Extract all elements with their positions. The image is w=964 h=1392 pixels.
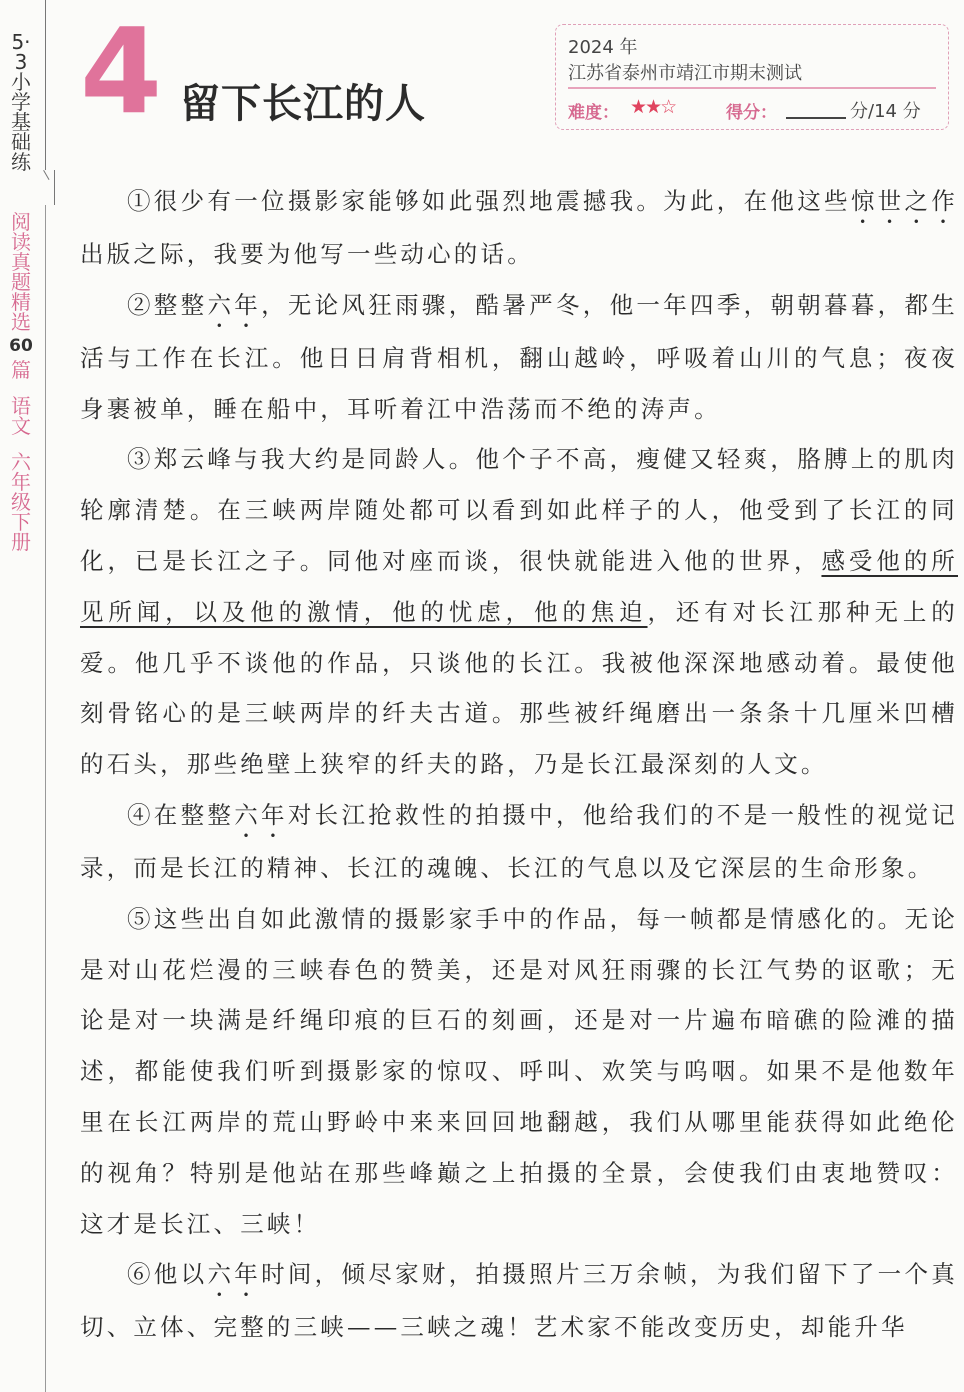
difficulty-stars (630, 96, 675, 118)
star-empty-icon: ☆ (660, 96, 676, 118)
p4-dotted-phrase: 六年 (234, 800, 288, 829)
p3-text-b: ，还有对长江那种无上的爱。他几乎不谈他的作品，只谈他的长江。我被他深深地感动着。最使他刻骨铭心的是三峡两岸的纤夫古道。那些被纤绳磨出一条条十几厘米凹槽的石头，那些绝壁上狭窄的纤夫的路，乃是长江最深刻的人文。 (80, 597, 958, 779)
p1-dotted-phrase: 惊世之作 (850, 187, 958, 215)
lesson-title: 留下长江的人 (180, 81, 426, 127)
spine-subject: 语文 (11, 394, 31, 438)
paragraph-6 (80, 1249, 958, 1353)
spine-count: 60 (9, 336, 33, 356)
paragraph-4 (80, 790, 958, 894)
spine-book-info (8, 212, 34, 552)
difficulty-label: 难度： (568, 103, 619, 123)
score-label: 得分： (726, 103, 777, 123)
spine-divider (45, 0, 46, 170)
p1-text-b: 出版之际，我要为他写一些动心的话。 (80, 240, 534, 268)
p6-dotted-phrase: 六年 (207, 1260, 262, 1289)
spine-notch (44, 170, 55, 205)
book-spine (0, 0, 48, 1392)
p6-text-a: ⑥他以 (127, 1260, 208, 1289)
info-divider (568, 87, 936, 89)
p1-text-a: ①很少有一位摄影家能够如此强烈地震撼我。为此，在他这些 (127, 187, 851, 215)
paragraph-1 (80, 176, 958, 280)
exam-info-box (555, 24, 949, 130)
spine-series: 5·3小学基础练 (11, 30, 31, 174)
paragraph-3 (80, 434, 958, 790)
p3-underlined-sentence: 感受他的所见所闻，以及他的激情，他的忧虑，他的焦迫 (80, 546, 958, 626)
spine-book-title: 阅读真题精选 (11, 210, 31, 334)
source-year: 2024 年 (568, 37, 638, 58)
p4-text-a: ④在整整 (127, 800, 235, 829)
spine-grade: 六年级下册 (11, 450, 31, 554)
p2-dotted-phrase: 六年 (207, 290, 262, 319)
p3-text-a: ③郑云峰与我大约是同龄人。他个子不高，瘦健又轻爽，胳膊上的肌肉轮廓清楚。在三峡两岸随处都可以看到如此样子的人，他受到了长江的同化，已是长江之子。同他对座而谈，很快就能进入他的世界， (80, 445, 958, 575)
score-blank[interactable] (786, 117, 846, 119)
p2-text-a: ②整整 (127, 290, 208, 319)
spine-divider-lower (45, 205, 46, 1392)
p4-text-b: 对长江抢救性的拍摄中，他给我们的不是一般性的视觉记录，而是长江的精神、长江的魂魄、长江的气息以及它深层的生命形象。 (80, 800, 958, 882)
score-total: 分/14 分 (850, 101, 921, 122)
lesson-number: 4 (80, 2, 163, 140)
paragraph-5: ⑤这些出自如此激情的摄影家手中的作品，每一帧都是情感化的。无论是对山花烂漫的三峡春色的赞美，还是对风狂雨骤的长江气势的讴歌；无论是对一块满是纤绳印痕的巨石的刻画，还是对一片遍布暗礁的险滩的描述，都能使我们听到摄影家的惊叹、呼叫、欢笑与呜咽。如果不是他数年里在长江两岸的荒山野岭中来来回回地翻越，我们从哪里能获得如此绝伦的视角？特别是他站在那些峰巅之上拍摄的全景，会使我们由衷地赞叹：这才是长江、三峡！ (80, 904, 958, 1238)
star-full-icon: ★ (645, 96, 661, 118)
p2-text-b: ，无论风狂雨骤，酷暑严冬，他一年四季，朝朝暮暮，都生活与工作在长江。他日日肩背相机，翻山越岭，呼吸着山川的气息；夜夜身裹被单，睡在船中，耳听着江中浩荡而不绝的涛声。 (80, 290, 958, 423)
p6-text-b: 时间，倾尽家财，拍摄照片三万余帧，为我们留下了一个真切、立体、完整的三峡——三峡之魂！艺术家不能改变历史，却能升华 (80, 1260, 958, 1342)
article-body (80, 176, 958, 1353)
star-full-icon: ★ (630, 96, 646, 118)
spine-count-unit: 篇 (11, 358, 31, 382)
source-exam: 江苏省泰州市靖江市期末测试 (568, 63, 802, 84)
paragraph-2 (80, 280, 958, 435)
